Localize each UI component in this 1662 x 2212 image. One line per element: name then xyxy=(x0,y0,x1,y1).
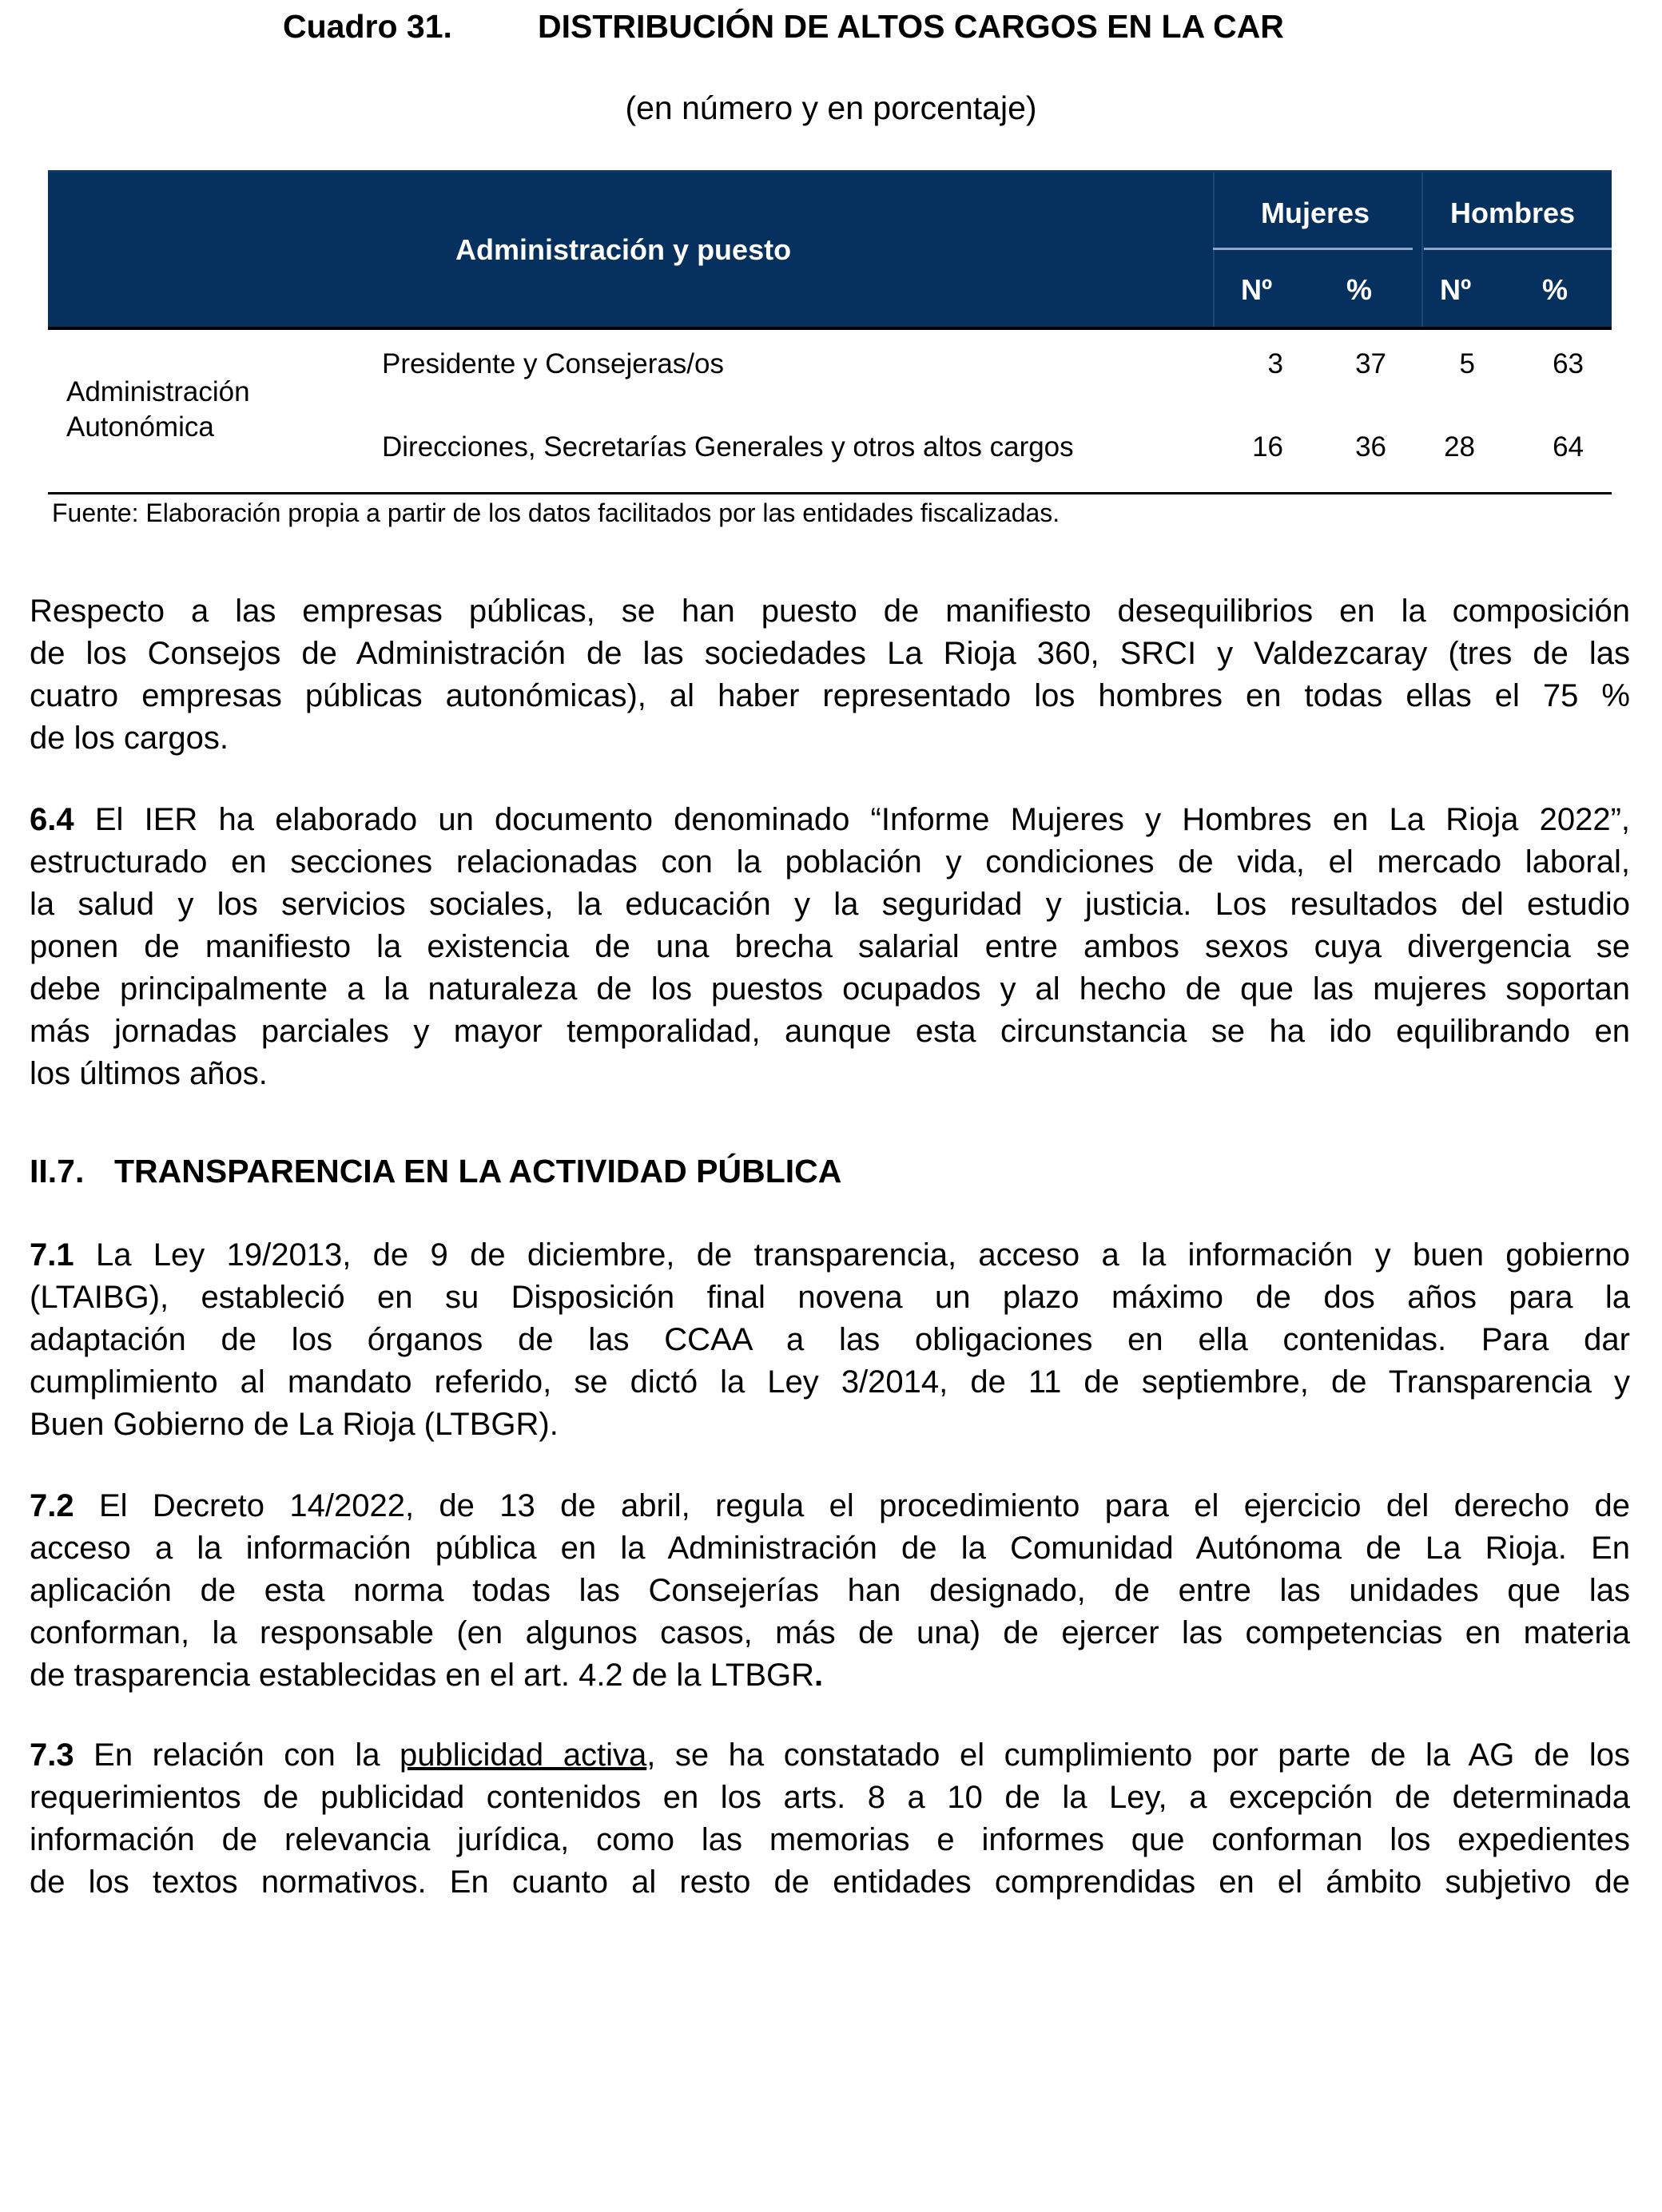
text-line xyxy=(30,1777,1630,1819)
text-segment: la salud y los servicios sociales, la educación y la seguridad y justicia. Los resultados del estudio xyxy=(30,887,1630,922)
header-hombres-num: Nº xyxy=(1440,273,1472,306)
text-line xyxy=(30,799,1630,841)
cell-mujeres-num: 16 xyxy=(1252,431,1283,463)
text-segment: adaptación de los órganos de las CCAA a las obligaciones en ella contenidas. Para dar xyxy=(30,1322,1630,1357)
text-segment: más jornadas parciales y mayor temporalidad, aunque esta circunstancia se ha ido equilibrando en xyxy=(30,1014,1630,1049)
text-segment: de trasparencia establecidas en el art. 4.2 de la LTBGR xyxy=(30,1658,815,1693)
text-segment: de los Consejos de Administración de las sociedades La Rioja 360, SRCI y Valdezcaray (tres de las xyxy=(30,636,1630,671)
paragraph-number: 7.1 xyxy=(30,1237,74,1273)
text-line xyxy=(30,1361,1630,1404)
text-line xyxy=(30,1654,1630,1697)
text-line xyxy=(30,1734,1630,1777)
paragraph-7-1 xyxy=(30,1234,1630,1446)
header-hombres-pct: % xyxy=(1542,273,1569,306)
group-label: Autonómica xyxy=(66,411,214,443)
text-line xyxy=(30,675,1630,717)
cell-hombres-num: 28 xyxy=(1444,431,1475,463)
paragraph-7-2 xyxy=(30,1485,1630,1697)
bold-period: . xyxy=(814,1658,824,1693)
text-segment: cumplimiento al mandato referido, se dictó la Ley 3/2014, de 11 de septiembre, de Transparencia y xyxy=(30,1364,1630,1400)
text-line xyxy=(30,590,1630,633)
cell-hombres-pct: 64 xyxy=(1553,431,1584,463)
row-label: Direcciones, Secretarías Generales y otros altos cargos xyxy=(382,431,1074,463)
text-segment: de los textos normativos. En cuanto al resto de entidades comprendidas en el ámbito subjetivo de xyxy=(30,1865,1630,1900)
text-segment: acceso a la información pública en la Administración de la Comunidad Autónoma de La Rioja. En xyxy=(30,1531,1630,1566)
text-line xyxy=(30,1861,1630,1904)
header-hombres: Hombres xyxy=(1450,197,1576,229)
text-line xyxy=(30,841,1630,884)
text-line xyxy=(30,1485,1630,1527)
group-divider xyxy=(1213,248,1413,250)
section-title: TRANSPARENCIA EN LA ACTIVIDAD PÚBLICA xyxy=(114,1153,842,1189)
group-divider xyxy=(1424,248,1612,250)
text-segment: ponen de manifiesto la existencia de una brecha salarial entre ambos sexos cuya divergencia se xyxy=(30,929,1630,964)
paragraph-number: 6.4 xyxy=(30,802,74,837)
cell-hombres-num: 5 xyxy=(1459,348,1475,379)
table-bottom-rule xyxy=(48,492,1612,494)
paragraph-number: 7.2 xyxy=(30,1488,74,1523)
text-segment: estructurado en secciones relacionadas con la población y condiciones de vida, el mercado laboral, xyxy=(30,844,1630,880)
text-line xyxy=(30,1234,1630,1277)
text-segment: Respecto a las empresas públicas, se han puesto de manifiesto desequilibrios en la composición xyxy=(30,594,1630,629)
table-source: Fuente: Elaboración propia a partir de los datos facilitados por las entidades fiscalizadas. xyxy=(52,498,1060,527)
text-line xyxy=(30,884,1630,926)
text-segment: debe principalmente a la naturaleza de los puestos ocupados y al hecho de que las mujeres soportan xyxy=(30,971,1630,1007)
header-administracion: Administración y puesto xyxy=(455,233,792,266)
text-line xyxy=(30,968,1630,1011)
paragraph-6-4 xyxy=(30,799,1630,1095)
text-line xyxy=(30,1570,1630,1612)
row-label: Presidente y Consejeras/os xyxy=(382,348,724,379)
underlined-term: publicidad activa xyxy=(400,1737,647,1773)
text-segment: conforman, la responsable (en algunos casos, más de una) de ejercer las competencias en materia xyxy=(30,1615,1630,1650)
group-label: Administración xyxy=(66,376,250,407)
text-segment: información de relevancia jurídica, como las memorias e informes que conforman los expedientes xyxy=(30,1822,1630,1857)
text-segment: En relación con la xyxy=(93,1737,400,1773)
header-rule xyxy=(48,327,1612,330)
cell-mujeres-pct: 36 xyxy=(1355,431,1386,463)
cell-hombres-pct: 63 xyxy=(1553,348,1584,379)
text-line xyxy=(30,1011,1630,1053)
text-line xyxy=(30,1277,1630,1319)
text-segment: requerimientos de publicidad contenidos en los arts. 8 a 10 de la Ley, a excepción de determinada xyxy=(30,1780,1630,1815)
text-line xyxy=(30,717,1630,760)
paragraph-number: 7.3 xyxy=(30,1737,74,1773)
text-segment: La Ley 19/2013, de 9 de diciembre, de transparencia, acceso a la información y buen gobierno xyxy=(95,1237,1630,1273)
table-number: Cuadro 31. xyxy=(283,8,452,45)
text-line xyxy=(30,1527,1630,1570)
header-mujeres-num: Nº xyxy=(1241,273,1273,306)
text-segment: El IER ha elaborado un documento denominado “Informe Mujeres y Hombres en La Rioja 2022”, xyxy=(94,802,1630,837)
text-segment: Buen Gobierno de La Rioja (LTBGR). xyxy=(30,1407,559,1442)
text-line xyxy=(30,1819,1630,1861)
text-segment: El Decreto 14/2022, de 13 de abril, regula el procedimiento para el ejercicio del derecho de xyxy=(98,1488,1630,1523)
table-title: DISTRIBUCIÓN DE ALTOS CARGOS EN LA CAR xyxy=(538,8,1284,45)
section-number: II.7. xyxy=(30,1153,85,1189)
table-subtitle: (en número y en porcentaje) xyxy=(625,89,1037,126)
text-line xyxy=(30,1404,1630,1446)
text-segment: cuatro empresas públicas autonómicas), al haber representado los hombres en todas ellas el 75 % xyxy=(30,678,1630,713)
paragraph xyxy=(30,590,1630,760)
text-segment: aplicación de esta norma todas las Consejerías han designado, de entre las unidades que las xyxy=(30,1573,1630,1608)
header-mujeres-pct: % xyxy=(1346,273,1373,306)
text-segment: de los cargos. xyxy=(30,721,229,756)
column-divider xyxy=(1421,173,1423,327)
text-line xyxy=(30,1319,1630,1361)
header-mujeres: Mujeres xyxy=(1261,197,1370,229)
text-segment: , se ha constatado el cumplimiento por parte de la AG de los xyxy=(646,1737,1630,1773)
text-line xyxy=(30,1612,1630,1654)
text-line xyxy=(30,633,1630,675)
text-segment: (LTAIBG), estableció en su Disposición final novena un plazo máximo de dos años para la xyxy=(30,1280,1630,1315)
text-segment: los últimos años. xyxy=(30,1056,268,1091)
cell-mujeres-num: 3 xyxy=(1267,348,1283,379)
text-line xyxy=(30,926,1630,968)
paragraph-7-3 xyxy=(30,1734,1630,1904)
text-line xyxy=(30,1053,1630,1095)
cell-mujeres-pct: 37 xyxy=(1355,348,1386,379)
